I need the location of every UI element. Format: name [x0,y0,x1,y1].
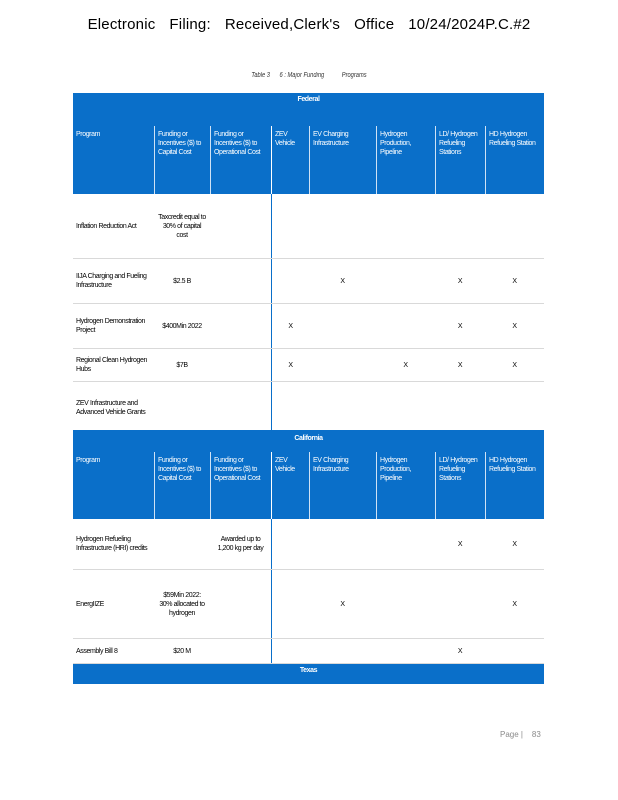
cell-ev-charging [309,639,376,663]
cell-program: Regional Clean Hydrogen Hubs [76,357,147,373]
stamp-part: Filing: [169,16,211,33]
cell-hydrogen-production [376,259,435,303]
column-header-hydrogen-production: Hydrogen Production, Pipeline [376,452,435,519]
cell-capital-cost: $400Min 2022 [162,322,202,330]
table-row [73,382,544,435]
cell-hd-refueling: X [512,540,517,548]
cell-capital-cost [154,382,210,434]
cell-program: Hydrogen Refueling Infrastructure (HRI) credits [76,536,148,552]
cell-hd-refueling: X [512,277,517,285]
cell-operational-cost [210,570,271,638]
table-row [73,519,544,570]
column-header-operational-cost: Funding or Incentives ($) to Operational Cost [210,452,271,519]
column-header-hd-refueling: HD Hydrogen Refueling Station [485,126,544,194]
cell-zev-vehicle [271,382,309,434]
page-number: 83 [531,730,541,739]
cell-ev-charging [309,519,376,569]
stamp-part: Received,Clerk's [224,16,341,33]
stamp-part: 10/24/2024P.C.#2 [408,16,531,33]
section-band-texas: Texas [73,664,544,684]
cell-program: Inflation Reduction Act [76,222,137,230]
cell-operational-cost [210,259,271,303]
cell-ld-refueling: X [457,322,463,330]
cell-hydrogen-production [376,519,435,569]
cell-ld-refueling: X [457,361,463,369]
cell-zev-vehicle [271,259,309,303]
cell-ev-charging [309,304,376,348]
cell-operational-cost [210,382,271,434]
column-header-zev-vehicle: ZEV Vehicle [271,126,309,194]
table-header [73,126,544,194]
column-header-program: Program [76,131,101,138]
cell-program: Hydrogen Demonstration Project [76,318,146,334]
cell-hd-refueling: X [512,322,517,330]
cell-operational-cost [210,639,271,663]
cell-program: Assembly Bill 8 [76,647,118,655]
cell-zev-vehicle [271,570,309,638]
cell-capital-cost [154,519,210,569]
cell-ld-refueling [435,382,485,434]
cell-operational-cost: Awarded up to 1,200 kg per day [217,536,264,552]
cell-zev-vehicle [271,194,309,258]
column-header-ld-refueling: LD/ Hydrogen Refueling Stations [435,452,485,519]
cell-ld-refueling: X [457,540,463,548]
table-row [73,304,544,349]
column-header-ev-charging: EV Charging Infrastructure [309,126,376,194]
column-header-program: Program [76,457,101,464]
cell-hydrogen-production [376,194,435,258]
cell-operational-cost [210,194,271,258]
cell-ld-refueling [435,570,485,638]
table-header [73,452,544,519]
cell-ev-charging: X [340,277,345,285]
cell-hd-refueling: X [512,600,517,608]
filing-stamp [0,16,618,33]
table-row [73,639,544,664]
cell-ev-charging: X [340,600,345,608]
cell-ld-refueling: X [457,647,463,655]
column-header-capital-cost: Funding or Incentives ($) to Capital Cost [154,126,210,194]
cell-hd-refueling: X [512,361,517,369]
column-header-hydrogen-production: Hydrogen Production, Pipeline [376,126,435,194]
stamp-part: Office [354,16,395,33]
federal-table [73,93,544,435]
california-body [73,519,544,664]
stamp-part: Electronic [87,16,156,33]
cell-capital-cost: $20 M [173,647,191,655]
table-row [73,259,544,304]
column-header-hd-refueling: HD Hydrogen Refueling Station [485,452,544,519]
cell-hd-refueling [485,639,544,663]
cell-operational-cost [210,304,271,348]
cell-zev-vehicle [271,519,309,569]
california-table [73,430,544,684]
cell-hd-refueling [485,382,544,434]
cell-operational-cost [210,349,271,381]
cell-capital-cost: $59Min 2022: 30% allocated to hydrogen [159,591,205,617]
cell-program: ZEV Infrastructure and Advanced Vehicle Grants [76,400,146,416]
cell-hydrogen-production [376,570,435,638]
section-band-california: California [73,430,544,452]
cell-capital-cost: $7B [176,361,188,369]
cell-hd-refueling [485,194,544,258]
cell-hydrogen-production: X [403,361,408,369]
cell-capital-cost: $2.5 B [173,277,191,285]
table-caption: Table 3 6 : Major Funding Programs [251,72,367,79]
column-header-capital-cost: Funding or Incentives ($) to Capital Cost [154,452,210,519]
cell-zev-vehicle [271,639,309,663]
column-header-ld-refueling: LD/ Hydrogen Refueling Stations [435,126,485,194]
cell-capital-cost: Taxcredit equal to 30% of capital cost [158,213,206,239]
table-row [73,194,544,259]
cell-hydrogen-production [376,639,435,663]
cell-zev-vehicle: X [271,349,309,381]
cell-ev-charging [309,349,376,381]
column-header-operational-cost: Funding or Incentives ($) to Operational Cost [210,126,271,194]
column-header-ev-charging: EV Charging Infrastructure [309,452,376,519]
cell-ev-charging [309,194,376,258]
column-header-zev-vehicle: ZEV Vehicle [271,452,309,519]
cell-ld-refueling [435,194,485,258]
page-label: Page | [500,730,523,739]
cell-ld-refueling: X [457,277,463,285]
cell-program: EnergIIZE [76,600,104,608]
cell-hydrogen-production [376,382,435,434]
section-band-federal: Federal [73,93,544,126]
table-row [73,570,544,639]
cell-hydrogen-production [376,304,435,348]
cell-zev-vehicle: X [271,304,309,348]
cell-ev-charging [309,382,376,434]
table-row [73,349,544,382]
cell-program: IIJA Charging and Fueling Infrastructure [76,273,147,289]
page-footer [500,730,541,739]
federal-body [73,194,544,435]
